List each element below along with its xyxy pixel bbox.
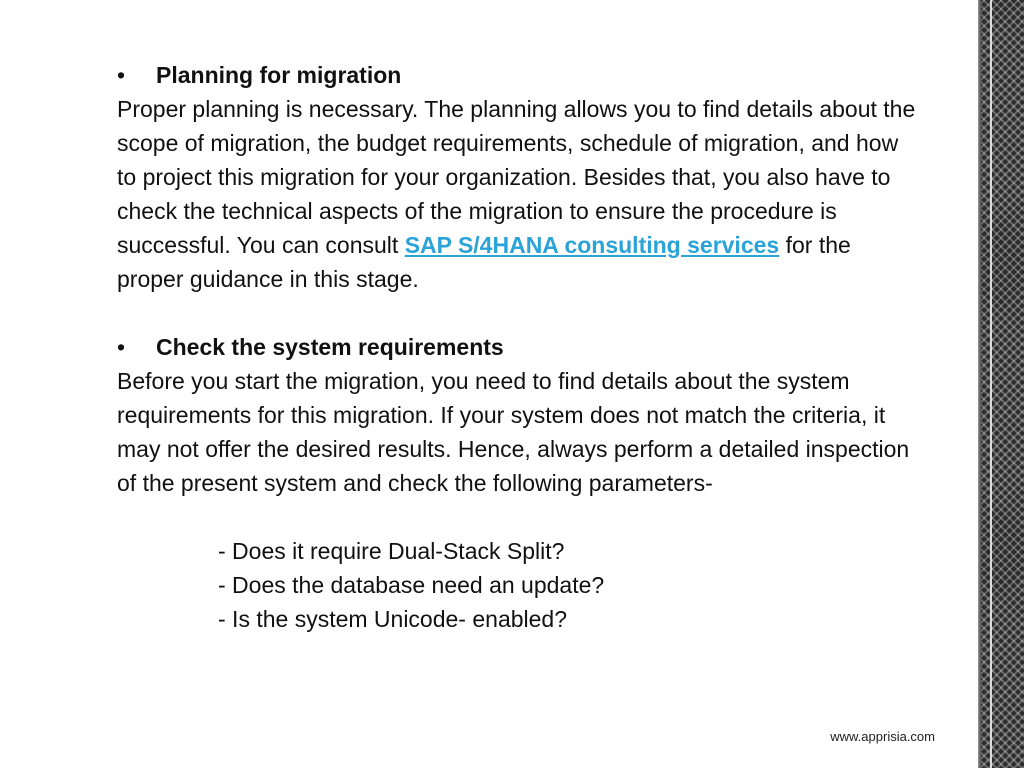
paragraph-requirements: Before you start the migration, you need to find details about the system requirements for this migration. If your system does not match the criteria, it may not offer the desired results. Hence, always perform a detailed inspection of the present system and check the following parameters-: [117, 368, 910, 496]
section-heading-planning: [117, 58, 917, 92]
planning-body-tail: for the proper guidance in this stage.: [117, 232, 851, 292]
paragraph-planning: [117, 92, 917, 296]
heading-requirements-text: Check the system requirements: [156, 334, 504, 360]
heading-planning-text: Planning for migration: [156, 62, 402, 88]
section-heading-requirements: [117, 330, 917, 364]
sap-consulting-link[interactable]: SAP S/4HANA consulting services: [404, 232, 780, 258]
slide-content: [117, 58, 917, 636]
bullet-icon: •: [117, 62, 126, 88]
parameter-item: - Does the database need an update?: [218, 572, 605, 598]
section-spacer: [117, 296, 917, 330]
bullet-icon: •: [117, 334, 126, 360]
decorative-side-strip: [978, 0, 1024, 768]
planning-body-text: Proper planning is necessary. The planning allows you to find details about the scope of migration, the budget requirements, schedule of migration, and how to project this migration for your organization. Besides that, you also have to check the technical aspects of the migration to ensure the procedure is successful. You can consult: [117, 96, 916, 258]
parameter-item: - Is the system Unicode- enabled?: [218, 606, 568, 632]
decorative-side-line: [990, 0, 992, 768]
section-spacer: [117, 500, 917, 534]
decorative-side-edge: [978, 0, 981, 768]
footer-website: www.apprisia.com: [830, 729, 935, 744]
parameter-item: - Does it require Dual-Stack Split?: [218, 538, 565, 564]
parameter-list: [117, 534, 917, 636]
